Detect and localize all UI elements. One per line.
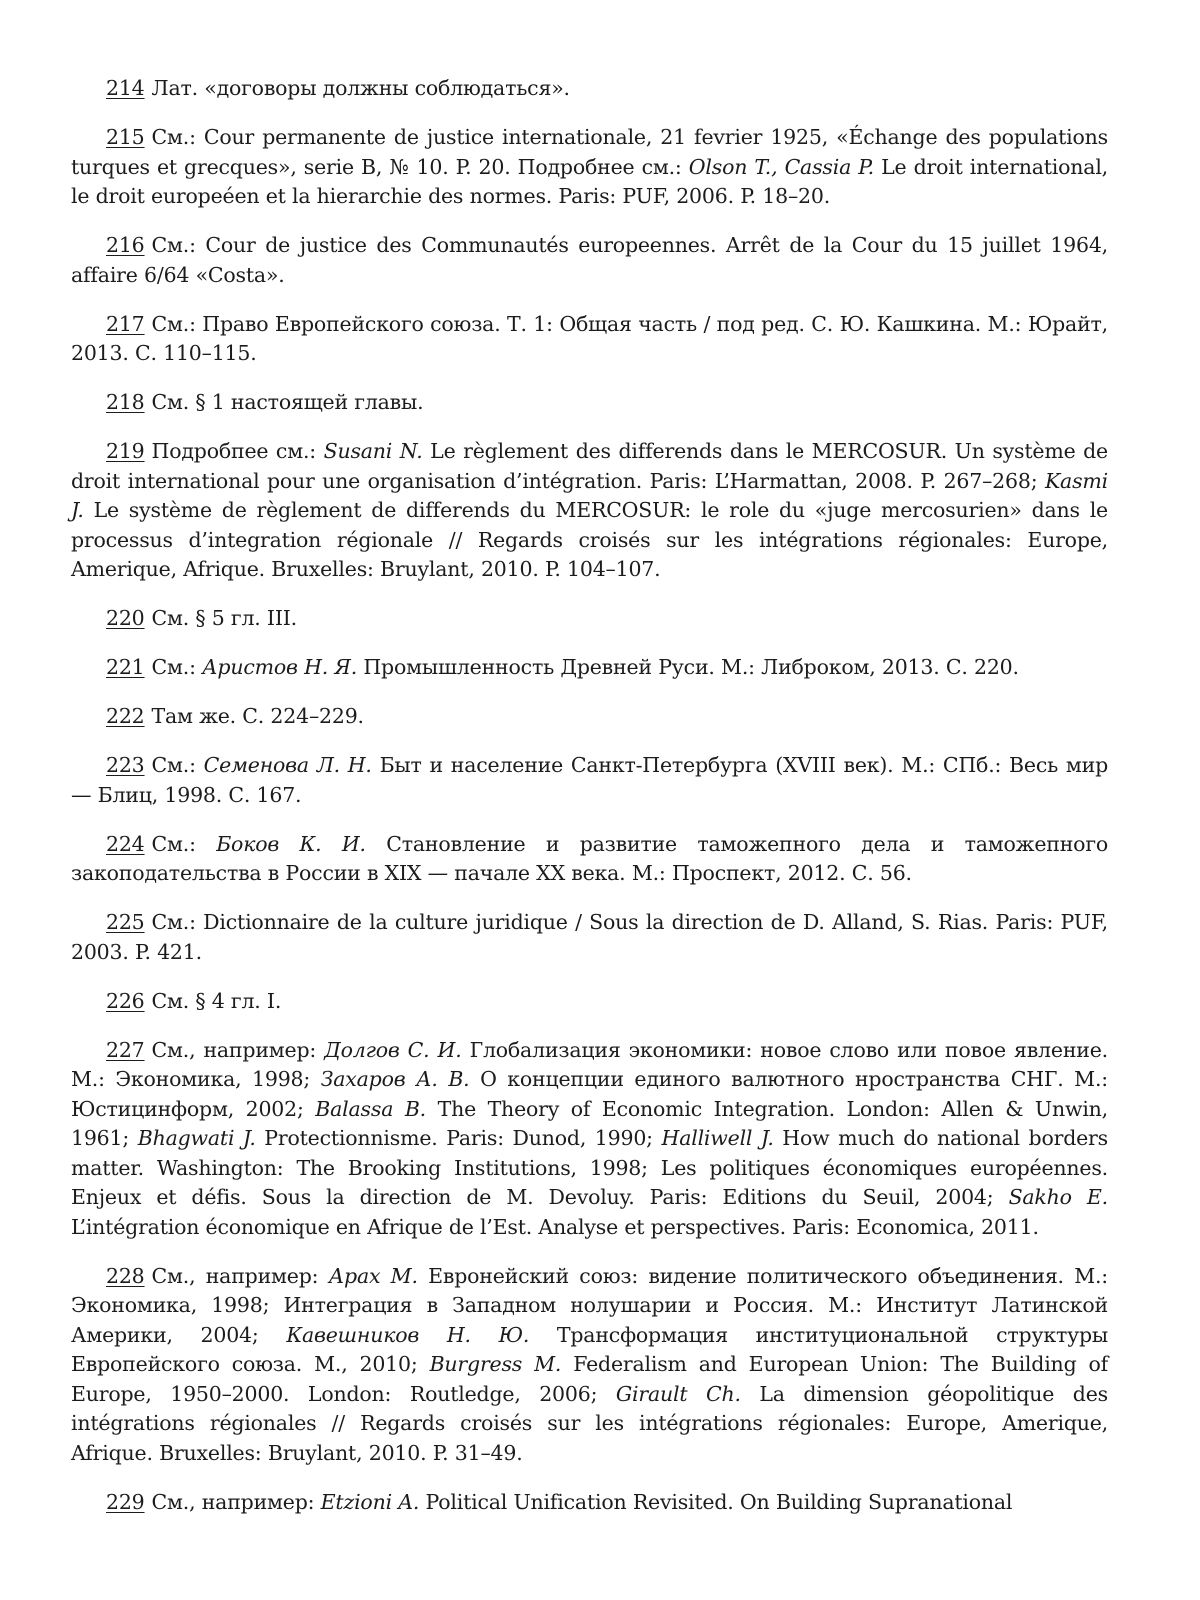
footnote-216 [71, 231, 1108, 290]
footnote-number-link[interactable]: 217 [106, 311, 145, 336]
footnote-225 [71, 908, 1108, 967]
footnote-text: См. § 5 гл. III. [151, 606, 297, 630]
footnote-number-link[interactable]: 228 [106, 1263, 145, 1288]
footnote-text: Трансформация институциональной структуры Европейского союза. М., 2010; [71, 1322, 1108, 1376]
footnote-text: L’intégration économique en Afrique de l’Est. Analyse et perspectives. Paris: Economica, 2011. [71, 1214, 1039, 1239]
footnote-text: Глобализация экономики: новое слово или повое явление. М.: Экономика, 1998; [71, 1037, 1108, 1091]
author-name: Кавешников Н. Ю. [286, 1322, 530, 1347]
author-name: Захаров А. В. [320, 1067, 470, 1091]
footnote-214 [71, 74, 1108, 104]
author-name: Olson T., Cassia P. [688, 154, 874, 179]
author-name: Долгов С. И. [324, 1037, 462, 1062]
footnote-226 [71, 987, 1108, 1017]
footnote-number-link[interactable]: 215 [106, 125, 145, 149]
footnote-228 [71, 1262, 1108, 1469]
footnote-number-link[interactable]: 222 [106, 704, 145, 728]
footnote-number-link[interactable]: 214 [106, 76, 145, 100]
footnote-text: См.: Dictionnaire de la culture juridique / Sous la direction de D. Alland, S. Rias. Paris: PUF, 2003. P. 421. [71, 910, 1108, 964]
footnote-text: Промышленность Древней Руси. М.: Либроком, 2013. С. 220. [357, 655, 1019, 679]
footnote-text: Становление и развитие таможепного дела и таможепного закоподательства в России в XIX — пачале XX века. М.: Проспект, 2012. С. 56. [71, 831, 1108, 885]
footnote-text: Political Unification Revisited. On Building Supranational [419, 1489, 1013, 1514]
footnote-text: Лат. «договоры должны соблюдаться». [151, 76, 570, 100]
footnotes-page [71, 74, 1108, 1537]
footnote-number-link[interactable]: 227 [106, 1037, 145, 1062]
footnote-number-link[interactable]: 223 [106, 753, 145, 777]
footnote-text: См.: [151, 753, 204, 777]
author-name: Семенова Л. Н. [203, 753, 372, 777]
footnote-text: Federalism and European Union: The Building of Europe, 1950–2000. London: Routledge, 2006; [71, 1352, 1108, 1406]
footnote-text: См.: Право Европейского союза. Т. 1: Общая часть / под ред. С. Ю. Кашкина. М.: Юрайт, 2013. С. 110–115. [71, 311, 1108, 365]
author-name: Sakho E. [1008, 1185, 1108, 1209]
footnote-222 [71, 702, 1108, 732]
footnote-215 [71, 123, 1108, 212]
footnote-text: См. § 4 гл. I. [151, 988, 282, 1013]
author-name: Girault Ch. [615, 1381, 741, 1406]
footnote-number-link[interactable]: 226 [106, 988, 145, 1013]
footnote-text: См.: [151, 831, 217, 856]
author-name: Halliwell J. [661, 1126, 774, 1150]
author-name: Bhagwati J. [137, 1126, 256, 1150]
footnote-223 [71, 751, 1108, 810]
footnote-227 [71, 1036, 1108, 1243]
author-name: Аристов Н. Я. [202, 655, 358, 679]
footnote-text: О концепции единого валютного нространства СНГ. М.: Юстицинформ, 2002; [71, 1067, 1108, 1121]
footnote-224 [71, 830, 1108, 889]
footnote-number-link[interactable]: 221 [106, 655, 145, 679]
footnote-text: См.: Cour permanente de justice internationale, 21 fevrier 1925, «Échange des populations turques et grecques», serie B, № 10. P. 20. Подробнее см.: [71, 125, 1108, 179]
footnote-text: См., например: [151, 1037, 325, 1062]
footnote-number-link[interactable]: 224 [106, 831, 145, 856]
author-name: Боков К. И. [216, 831, 366, 856]
footnote-text: См. § 1 настоящей главы. [151, 390, 424, 414]
author-name: Kasmi J. [71, 468, 1108, 522]
footnote-number-link[interactable]: 216 [106, 233, 145, 257]
footnote-217 [71, 310, 1108, 369]
footnote-text: How much do national borders matter. Washington: The Brooking Institutions, 1998; Les politiques économiques européennes. Enjeux et défis. Sous la direction de M. Devoluy. Paris: Editions du Seuil, 2004; [71, 1126, 1108, 1209]
footnote-text: Подробпее см.: [151, 439, 324, 463]
footnote-number-link[interactable]: 218 [106, 390, 145, 414]
footnote-number-link[interactable]: 219 [106, 439, 145, 463]
footnote-text: Там же. С. 224–229. [151, 704, 364, 728]
footnote-number-link[interactable]: 229 [106, 1489, 145, 1514]
footnote-text: Быт и население Санкт-Петербурга (XVIII век). М.: СПб.: Весь мир — Блиц, 1998. С. 167. [71, 753, 1108, 807]
author-name: Арах М. [328, 1263, 418, 1288]
footnote-219 [71, 437, 1108, 585]
footnote-text: См.: Cour de justice des Communautés europeennes. Arrêt de la Cour du 15 juillet 1964, affaire 6/64 «Costa». [71, 233, 1108, 287]
footnote-text: Le système de règlement de differends du MERCOSUR: le role du «juge mercosurien» dans le processus d’integration régionale // Regards croisés sur les intégrations régionales: Europe, Amerique, Afrique. Bruxelles: Bruylant, 2010. P. 104–107. [71, 498, 1108, 581]
footnote-text: См., например: [151, 1489, 321, 1514]
footnote-text: The Theory of Economic Integration. London: Allen & Unwin, 1961; [71, 1096, 1108, 1150]
footnote-text: См.: [151, 655, 203, 679]
author-name: Balassa B. [315, 1096, 426, 1121]
footnote-text: Евронейский союз: видение политического объединения. М.: Экономика, 1998; Интеграция в Западном нолушарии и Россия. М.: Институт Латинской Америки, 2004; [71, 1263, 1109, 1347]
author-name: Etzioni A. [320, 1489, 420, 1514]
author-name: Burgress M. [429, 1352, 562, 1376]
footnote-text: La dimension géopolitique des intégrations régionales // Regards croisés sur les intégrations régionales: Europe, Amerique, Afrique. Bruxelles: Bruylant, 2010. P. 31–49. [71, 1381, 1108, 1465]
footnote-text: См., например: [151, 1263, 329, 1288]
footnote-text: Protectionnisme. Paris: Dunod, 1990; [255, 1126, 662, 1150]
footnote-number-link[interactable]: 225 [106, 910, 145, 934]
footnote-text: Le règlement des differends dans le MERCOSUR. Un système de droit international pour une organisation d’intégration. Paris: L’Harmattan, 2008. P. 267–268; [71, 439, 1108, 493]
footnote-220 [71, 604, 1108, 634]
footnote-229 [71, 1488, 1108, 1518]
footnote-221 [71, 653, 1108, 683]
footnote-text: Le droit international, le droit europeéen et la hierarchie des normes. Paris: PUF, 2006. P. 18–20. [71, 154, 1108, 208]
footnote-218 [71, 388, 1108, 418]
footnote-number-link[interactable]: 220 [106, 606, 145, 630]
author-name: Susani N. [323, 439, 423, 463]
